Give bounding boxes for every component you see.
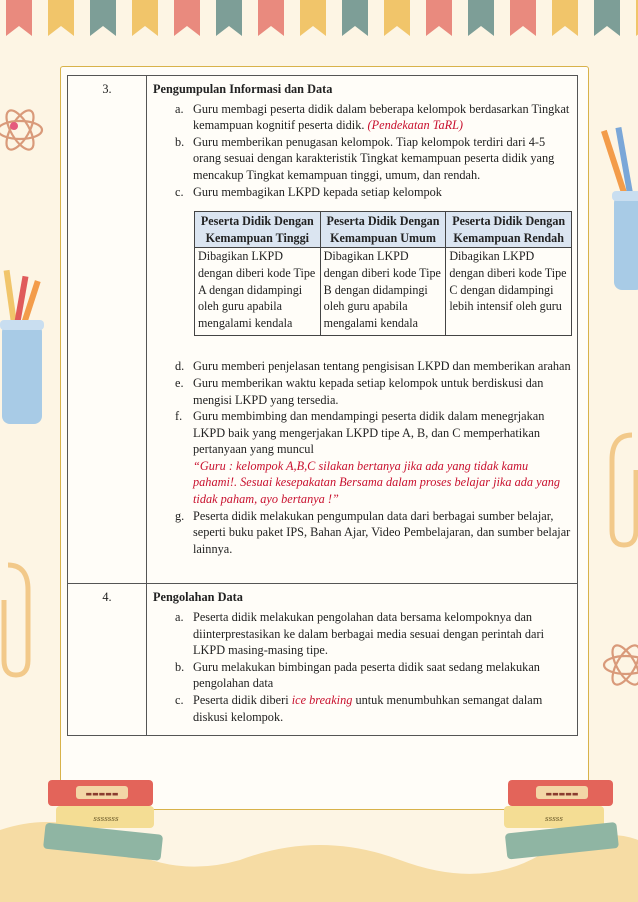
list-item: f. Guru membimbing dan mendampingi peserta didik dalam menegrjakan LKPD baik yang mengerjakan LKPD tipe A, B, dan C memperhatikan pertanyaan yang muncul “Guru : kelompok A,B,C silakan bertanya jika ada yang tidak kamu pahami!. Sesuai kesepakatan Bersama dalam proses belajar jika ada yang tidak paham, ayo bertanya !” xyxy=(175,408,573,508)
book-spine-text: sssssss xyxy=(93,815,119,823)
list-item: b. Guru melakukan bimbingan pada peserta didik saat sedang melakukan pengolahan data xyxy=(175,659,540,691)
bunting-decoration xyxy=(0,0,638,52)
cell-type-b: Dibagikan LKPD dengan diberi kode Tipe B dengan didampingi oleh guru apabila mengalami kendala xyxy=(320,248,446,336)
section-title: Pengolahan Data xyxy=(153,590,243,605)
bunting-flag xyxy=(90,0,116,36)
step-list xyxy=(153,101,573,201)
svg-text:▬▬▬▬▬: ▬▬▬▬▬ xyxy=(85,790,119,798)
atom-icon-right xyxy=(596,620,638,710)
list-item: b. Guru memberikan penugasan kelompok. Tiap kelompok terdiri dari 4-5 orang sesuai dengan karakteristik Tingkat kemampuan peserta didik yang mencakup Tingkat kemampuan tinggi, umum, dan rendah. xyxy=(175,134,555,182)
bunting-flag xyxy=(258,0,284,36)
header-high-ability: Peserta Didik Dengan Kemampuan Tinggi xyxy=(195,212,321,248)
bunting-flag xyxy=(216,0,242,36)
bunting-flag xyxy=(510,0,536,36)
list-item: a. Guru membagi peserta didik dalam beberapa kelompok berdasarkan Tingkat kemampuan kognitif peserta didik. (Pendekatan TaRL) xyxy=(175,101,570,133)
list-item: g. Peserta didik melakukan pengumpulan data dari berbagai sumber belajar, seperti buku paket IPS, Bahan Ajar, Video Pembelajaran, dan sumber belajar lainnya. xyxy=(175,508,571,556)
bunting-flag xyxy=(132,0,158,36)
bunting-flag xyxy=(48,0,74,36)
approach-note: (Pendekatan TaRL) xyxy=(367,118,464,133)
step-list xyxy=(153,609,573,725)
header-general-ability: Peserta Didik Dengan Kemampuan Umum xyxy=(320,212,446,248)
book-spine-text: sssss xyxy=(545,815,563,823)
cell-type-a: Dibagikan LKPD dengan diberi kode Tipe A dengan didampingi oleh guru apabila mengalami kendala xyxy=(195,248,321,336)
section-title: Pengumpulan Informasi dan Data xyxy=(153,82,333,96)
list-item: a. Peserta didik melakukan pengolahan data bersama kelompoknya dan diinterprestasikan ke dalam berbagai media sesuai dengan perintah dari LKPD masing-masing tipe. xyxy=(175,610,545,658)
book-stack-left xyxy=(36,772,166,872)
list-item: d. Guru memberi penjelasan tentang pengisisan LKPD dan memberikan arahan xyxy=(175,359,571,374)
bunting-flag xyxy=(468,0,494,36)
bunting-flag xyxy=(426,0,452,36)
table-row xyxy=(195,248,572,336)
step-list xyxy=(153,358,573,557)
pencil-cup-icon-right xyxy=(596,125,638,295)
activity-table xyxy=(67,75,578,736)
teacher-quote: “Guru : kelompok A,B,C silakan bertanya jika ada yang tidak kamu pahami!. Sesuai kesepakatan Bersama dalam proses belajar jika ada yang tidak paham, ayo bertanya !” xyxy=(193,458,561,507)
bunting-flag xyxy=(300,0,326,36)
header-low-ability: Peserta Didik Dengan Kemampuan Rendah xyxy=(446,212,572,248)
step-content xyxy=(147,76,578,584)
list-item: c. Guru membagikan LKPD kepada setiap kelompok xyxy=(175,184,442,199)
svg-text:▬▬▬▬▬: ▬▬▬▬▬ xyxy=(545,790,579,798)
pencil-cup-icon-left xyxy=(0,262,48,427)
book-stack-right xyxy=(500,772,625,872)
bunting-flag xyxy=(594,0,620,36)
step-number: 3. xyxy=(68,76,147,584)
table-row xyxy=(68,76,578,584)
cell-type-c: Dibagikan LKPD dengan diberi kode Tipe C dengan didampingi lebih intensif oleh guru xyxy=(446,248,572,336)
paperclip-icon-left xyxy=(0,560,40,680)
document-content xyxy=(67,75,577,736)
group-table xyxy=(194,211,572,336)
atom-icon-left xyxy=(0,90,50,180)
table-row xyxy=(68,584,578,736)
ice-breaking-term: ice breaking xyxy=(291,693,353,707)
step-content xyxy=(147,584,578,736)
bunting-flag xyxy=(342,0,368,36)
paperclip-icon-right xyxy=(604,430,638,550)
bunting-flag xyxy=(384,0,410,36)
table-header-row xyxy=(195,212,572,248)
list-item: c. Peserta didik diberi ice breaking untuk menumbuhkan semangat dalam diskusi kelompok. xyxy=(175,693,543,724)
bunting-flag xyxy=(552,0,578,36)
bunting-flag xyxy=(6,0,32,36)
bunting-flag xyxy=(174,0,200,36)
list-item: e. Guru memberikan waktu kepada setiap kelompok untuk berdiskusi dan mengisi LKPD yang tersedia. xyxy=(175,375,544,407)
step-number: 4. xyxy=(68,584,147,736)
